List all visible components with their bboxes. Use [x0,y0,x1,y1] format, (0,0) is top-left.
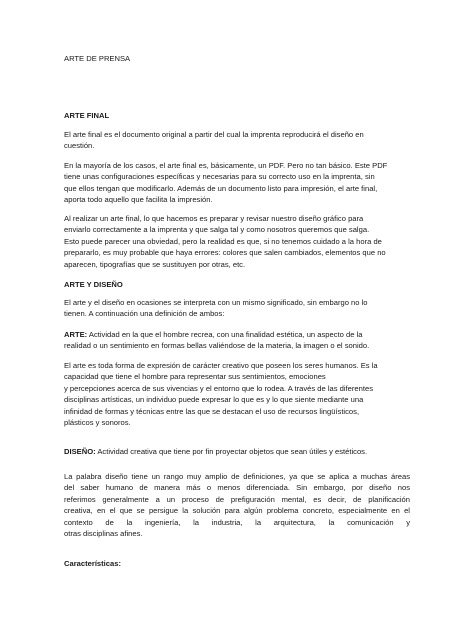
definition-diseno-text: Actividad creativa que tiene por fin proyectar objetos que sean útiles y estéticos. [95,447,368,456]
document-title: ARTE DE PRENSA [64,54,131,63]
paragraph-realizar-arte-final: Al realizar un arte final, lo que hacemos es preparar y revisar nuestro diseño gráfico para enviarlo correctamente a la imprenta y que salga tal y como nosotros queremos que salga. Esto puede parecer una obviedad, pero la realidad es que, si no tenemos cuidado a la hora de prepararlo, es muy probable que haya errores: colores que salen cambiados, elementos que no aparecen, tipografías que se sustituyen por otras, etc. [64,214,386,269]
heading-arte-final: ARTE FINAL [64,111,110,120]
paragraph-palabra-diseno: La palabra diseño tiene un rango muy amplio de definiciones, ya que se aplica a muchas áreas del saber humano de manera más o menos diferenciada. Sin embargo, por diseño nos referimos generalmente a un proceso de prefiguración mental, es decir, de planificación creativa, en el que se persigue la solución para algún problema concreto, especialmente en el contexto de la ingeniería, la industria, la arquitectura, la comunicación y otras disciplinas afines. [64,472,410,539]
paragraph-arte-y-diseno-intro: El arte y el diseño en ocasiones se interpreta con un mismo significado, sin embargo no lo tienen. A continuación una definición de ambos: [64,298,368,319]
paragraph-arte-expresion: El arte es toda forma de expresión de carácter creativo que poseen los seres humanos. Es la capacidad que tiene el hombre para representar sus sentimientos, emociones y percepciones acerca de sus vivencias y el entorno que lo rodea. A través de las diferentes disciplinas artísticas, un individuo puede expresar lo que es y lo que siente mediante una infinidad de formas y técnicas entre las que se destacan el uso de recursos lingüísticos, plásticos y sonoros. [64,361,378,428]
definition-arte: ARTE: Actividad en la que el hombre recrea, con una finalidad estética, un aspecto de la realidad o un sentimiento en formas bellas valiéndose de la materia, la imagen o el sonido. [64,330,370,351]
paragraph-pdf: En la mayoría de los casos, el arte final es, básicamente, un PDF. Pero no tan básico. Este PDF tiene unas configuraciones específicas y necesarias para su correcto uso en la imprenta, sin que ellos tengan que modificarlo. Además de un documento listo para impresión, el arte final, aporta todo aquello que facilita la impresión. [64,161,388,205]
heading-arte-y-diseno: ARTE Y DISEÑO [64,280,123,289]
definition-arte-label: ARTE: [64,330,88,339]
definition-diseno [64,446,410,457]
definition-arte-text: Actividad en la que el hombre recrea, con una finalidad estética, un aspecto de la [87,330,363,339]
heading-caracteristicas: Características: [64,559,121,568]
definition-diseno-label: DISEÑO: [64,447,96,456]
paragraph-arte-final-definicion: El arte final es el documento original a partir del cual la imprenta reproducirá el diseño en cuestión. [64,130,364,151]
